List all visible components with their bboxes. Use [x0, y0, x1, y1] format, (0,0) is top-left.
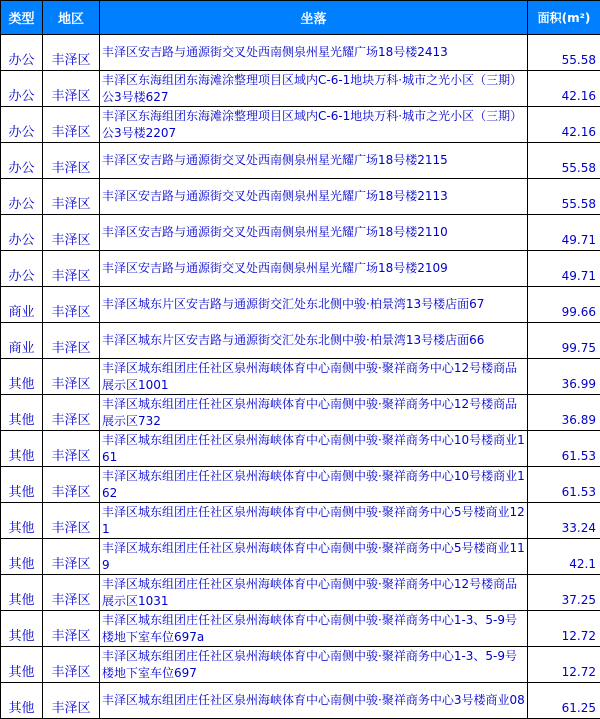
cell-address: 丰泽区城东片区安吉路与通源街交汇处东北侧中骏·柏景湾13号楼店面66: [100, 323, 528, 359]
cell-district: 丰泽区: [43, 683, 100, 719]
cell-address: 丰泽区城东组团庄任社区泉州海峡体育中心南侧中骏·聚祥商务中心10号楼商业162: [100, 467, 528, 503]
cell-address: 丰泽区城东组团庄任社区泉州海峡体育中心南侧中骏·聚祥商务中心12号楼商品展示区1031: [100, 575, 528, 611]
cell-address: 丰泽区安吉路与通源街交叉处西南侧泉州星光耀广场18号楼2109: [100, 251, 528, 287]
cell-address: 丰泽区安吉路与通源街交叉处西南侧泉州星光耀广场18号楼2413: [100, 35, 528, 71]
table-row: [1, 359, 600, 395]
cell-type: 商业: [1, 323, 43, 359]
cell-address: 丰泽区城东组团庄任社区泉州海峡体育中心南侧中骏·聚祥商务中心5号楼商业121: [100, 503, 528, 539]
header-type: 类型: [1, 1, 43, 35]
header-row: [1, 1, 600, 35]
cell-district: 丰泽区: [43, 107, 100, 143]
cell-address: 丰泽区东海组团东海滩涂整理项目区域内C-6-1地块万科·城市之光小区（三期）公3号楼627: [100, 71, 528, 107]
cell-address: 丰泽区城东片区安吉路与通源街交汇处东北侧中骏·柏景湾13号楼店面67: [100, 287, 528, 323]
cell-area: 49.71: [528, 251, 600, 287]
cell-type: 办公: [1, 71, 43, 107]
cell-address: 丰泽区东海组团东海滩涂整理项目区域内C-6-1地块万科·城市之光小区（三期）公3号楼2207: [100, 107, 528, 143]
table-row: [1, 107, 600, 143]
cell-type: 其他: [1, 503, 43, 539]
cell-area: 36.99: [528, 359, 600, 395]
cell-address: 丰泽区城东组团庄任社区泉州海峡体育中心南侧中骏·聚祥商务中心12号楼商品展示区732: [100, 395, 528, 431]
cell-district: 丰泽区: [43, 503, 100, 539]
cell-district: 丰泽区: [43, 215, 100, 251]
cell-district: 丰泽区: [43, 467, 100, 503]
cell-address: 丰泽区城东组团庄任社区泉州海峡体育中心南侧中骏·聚祥商务中心1-3、5-9号楼地下室车位697: [100, 647, 528, 683]
cell-district: 丰泽区: [43, 647, 100, 683]
cell-district: 丰泽区: [43, 323, 100, 359]
cell-type: 办公: [1, 215, 43, 251]
cell-district: 丰泽区: [43, 395, 100, 431]
cell-type: 其他: [1, 395, 43, 431]
header-district: 地区: [43, 1, 100, 35]
cell-address: 丰泽区城东组团庄任社区泉州海峡体育中心南侧中骏·聚祥商务中心12号楼商品展示区1001: [100, 359, 528, 395]
cell-type: 办公: [1, 251, 43, 287]
table-row: [1, 431, 600, 467]
cell-address: 丰泽区城东组团庄任社区泉州海峡体育中心南侧中骏·聚祥商务中心10号楼商业161: [100, 431, 528, 467]
cell-district: 丰泽区: [43, 431, 100, 467]
cell-area: 61.53: [528, 431, 600, 467]
cell-type: 办公: [1, 179, 43, 215]
cell-district: 丰泽区: [43, 287, 100, 323]
cell-district: 丰泽区: [43, 71, 100, 107]
cell-area: 42.1: [528, 539, 600, 575]
table-row: [1, 611, 600, 647]
cell-type: 其他: [1, 467, 43, 503]
cell-district: 丰泽区: [43, 251, 100, 287]
table-row: [1, 35, 600, 71]
table-row: [1, 683, 600, 719]
cell-area: 42.16: [528, 107, 600, 143]
cell-area: 55.58: [528, 179, 600, 215]
cell-district: 丰泽区: [43, 143, 100, 179]
cell-type: 其他: [1, 575, 43, 611]
table-row: [1, 143, 600, 179]
cell-type: 其他: [1, 359, 43, 395]
cell-type: 办公: [1, 107, 43, 143]
cell-type: 办公: [1, 143, 43, 179]
cell-district: 丰泽区: [43, 611, 100, 647]
table-row: [1, 575, 600, 611]
cell-area: 12.72: [528, 647, 600, 683]
cell-address: 丰泽区城东组团庄任社区泉州海峡体育中心南侧中骏·聚祥商务中心1-3、5-9号楼地下室车位697a: [100, 611, 528, 647]
table-row: [1, 539, 600, 575]
table-row: [1, 215, 600, 251]
cell-address: 丰泽区城东组团庄任社区泉州海峡体育中心南侧中骏·聚祥商务中心3号楼商业08: [100, 683, 528, 719]
cell-area: 61.53: [528, 467, 600, 503]
cell-area: 33.24: [528, 503, 600, 539]
cell-address: 丰泽区安吉路与通源街交叉处西南侧泉州星光耀广场18号楼2110: [100, 215, 528, 251]
cell-area: 37.25: [528, 575, 600, 611]
cell-type: 商业: [1, 287, 43, 323]
cell-type: 其他: [1, 683, 43, 719]
cell-area: 36.89: [528, 395, 600, 431]
cell-district: 丰泽区: [43, 575, 100, 611]
table-body: [1, 35, 600, 719]
cell-district: 丰泽区: [43, 539, 100, 575]
cell-address: 丰泽区城东组团庄任社区泉州海峡体育中心南侧中骏·聚祥商务中心5号楼商业119: [100, 539, 528, 575]
cell-area: 99.75: [528, 323, 600, 359]
table-row: [1, 647, 600, 683]
cell-area: 55.58: [528, 143, 600, 179]
table-row: [1, 71, 600, 107]
cell-area: 55.58: [528, 35, 600, 71]
table-row: [1, 251, 600, 287]
table-row: [1, 323, 600, 359]
cell-address: 丰泽区安吉路与通源街交叉处西南侧泉州星光耀广场18号楼2113: [100, 179, 528, 215]
cell-address: 丰泽区安吉路与通源街交叉处西南侧泉州星光耀广场18号楼2115: [100, 143, 528, 179]
cell-area: 42.16: [528, 71, 600, 107]
cell-district: 丰泽区: [43, 359, 100, 395]
table-row: [1, 287, 600, 323]
table-row: [1, 395, 600, 431]
cell-area: 99.66: [528, 287, 600, 323]
header-area: 面积(m²): [528, 1, 600, 35]
table-row: [1, 179, 600, 215]
table-row: [1, 503, 600, 539]
cell-type: 其他: [1, 611, 43, 647]
cell-district: 丰泽区: [43, 35, 100, 71]
table-row: [1, 467, 600, 503]
cell-area: 49.71: [528, 215, 600, 251]
cell-type: 办公: [1, 35, 43, 71]
cell-type: 其他: [1, 431, 43, 467]
cell-type: 其他: [1, 539, 43, 575]
cell-type: 其他: [1, 647, 43, 683]
cell-area: 61.25: [528, 683, 600, 719]
cell-district: 丰泽区: [43, 179, 100, 215]
header-address: 坐落: [100, 1, 528, 35]
cell-area: 12.72: [528, 611, 600, 647]
